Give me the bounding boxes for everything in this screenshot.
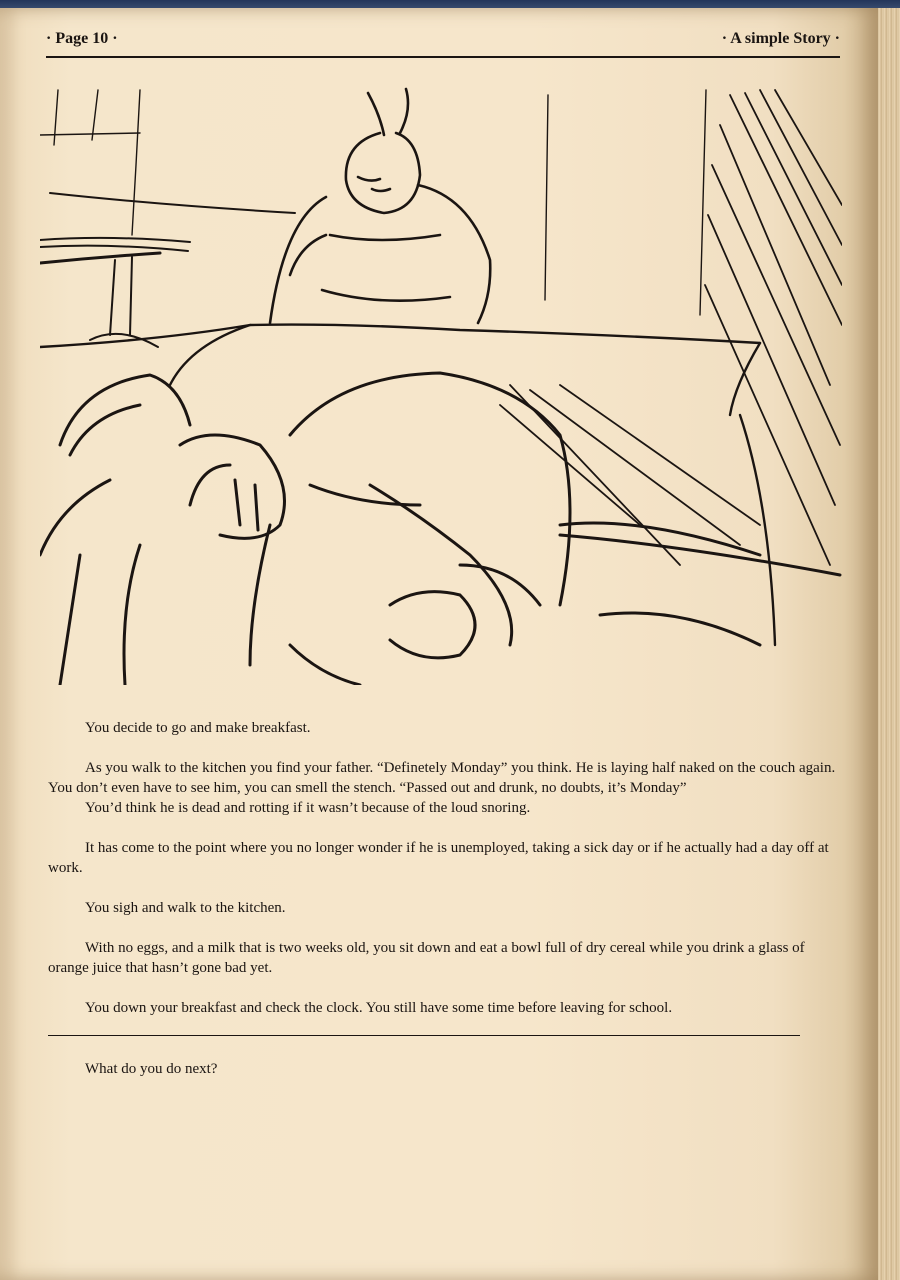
story-text: [48, 718, 848, 1018]
story-paragraph: As you walk to the kitchen you find your father. “Definetely Monday” you think. He is laying half naked on the couch again. You don’t even have to see him, you can smell the stench. “Passed out and drunk, no doubts, it’s Monday”: [48, 760, 836, 796]
story-illustration: [40, 85, 842, 685]
story-paragraph: You decide to go and make breakfast.: [85, 720, 311, 736]
sleeping-figure: [40, 373, 840, 685]
story-paragraph: It has come to the point where you no longer wonder if he is unemployed, taking a sick day or if he actually had a day off at work.: [48, 840, 829, 876]
hatching: [500, 90, 842, 565]
paragraph-gap: [48, 978, 848, 998]
paragraph-gap: [48, 818, 848, 838]
next-action-prompt[interactable]: What do you do next?: [85, 1061, 218, 1077]
story-paragraph: With no eggs, and a milk that is two weeks old, you sit down and eat a bowl full of dry cereal while you drink a glass of orange juice that hasn’t gone bad yet.: [48, 940, 805, 976]
story-paragraph: You down your breakfast and check the clock. You still have some time before leaving for school.: [85, 1000, 673, 1016]
paragraph-gap: [48, 738, 848, 758]
story-paragraph: You sigh and walk to the kitchen.: [85, 900, 286, 916]
header-rule: [46, 56, 840, 58]
page-number: · Page 10 ·: [46, 30, 118, 47]
page-header: [46, 28, 840, 52]
book-title: · A simple Story ·: [721, 30, 840, 47]
paragraph-gap: [48, 918, 848, 938]
page-edge: [878, 8, 900, 1280]
paragraph-gap: [48, 878, 848, 898]
story-paragraph: You’d think he is dead and rotting if it wasn’t because of the loud snoring.: [85, 800, 531, 816]
standing-figure: [270, 89, 490, 323]
section-divider: [48, 1035, 800, 1036]
